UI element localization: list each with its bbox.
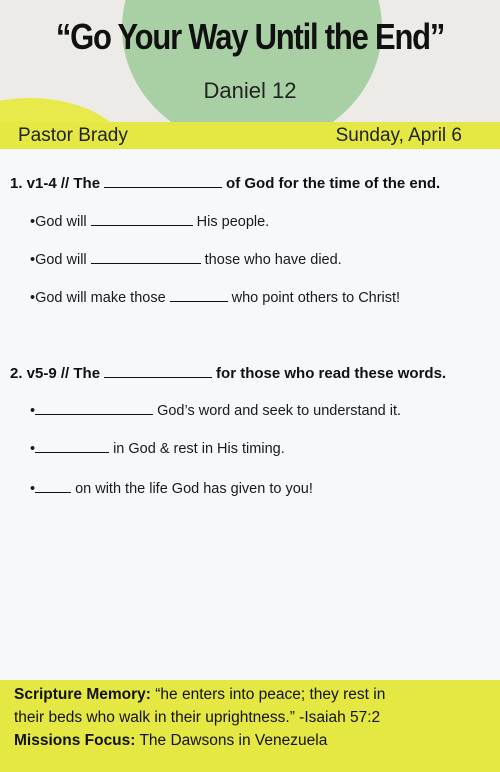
fill-blank xyxy=(35,402,153,415)
fill-blank xyxy=(91,251,201,264)
list-item xyxy=(30,213,269,230)
fill-blank xyxy=(104,365,212,378)
fill-blank xyxy=(170,289,228,302)
list-item xyxy=(30,402,401,419)
heading-text: for those who read these words. xyxy=(216,365,447,382)
item-text: •God will make those xyxy=(30,290,166,306)
section-2-heading xyxy=(10,365,446,382)
scripture-memory-label: Scripture Memory: xyxy=(14,686,151,703)
scripture-memory-text: “he enters into peace; they rest in xyxy=(155,686,386,703)
list-item xyxy=(30,480,313,497)
pastor-name: Pastor Brady xyxy=(18,125,128,146)
footer xyxy=(0,680,500,772)
item-text: His people. xyxy=(196,214,270,230)
missions-focus-text: The Dawsons in Venezuela xyxy=(139,732,328,749)
item-text: on with the life God has given to you! xyxy=(75,481,313,497)
scripture-memory-line xyxy=(14,686,385,704)
list-item xyxy=(30,289,400,306)
list-item xyxy=(30,440,285,457)
page-subtitle: Daniel 12 xyxy=(203,78,297,103)
sermon-date: Sunday, April 6 xyxy=(335,125,462,146)
item-text: •God will xyxy=(30,214,87,230)
item-text: • xyxy=(30,403,36,419)
item-text: in God & rest in His timing. xyxy=(113,441,285,457)
page-title: “Go Your Way Until the End” xyxy=(55,16,445,57)
item-text: God’s word and seek to understand it. xyxy=(157,403,402,419)
item-text: who point others to Christ! xyxy=(231,290,401,306)
fill-blank xyxy=(35,480,71,493)
heading-text: 2. v5-9 // The xyxy=(10,365,101,382)
scripture-memory-line-2: their beds who walk in their uprightness.” -Isaiah 57:2 xyxy=(14,709,381,726)
missions-focus-line xyxy=(14,732,327,750)
missions-focus-label: Missions Focus: xyxy=(14,732,136,749)
item-text: those who have died. xyxy=(204,252,342,268)
item-text: •God will xyxy=(30,252,87,268)
list-item xyxy=(30,251,342,268)
heading-text: of God for the time of the end. xyxy=(226,175,441,192)
item-text: • xyxy=(30,441,36,457)
section-1-heading xyxy=(10,175,440,192)
fill-blank xyxy=(35,440,109,453)
header xyxy=(0,0,500,122)
item-text: • xyxy=(30,481,36,497)
fill-blank xyxy=(104,175,222,188)
heading-text: 1. v1-4 // The xyxy=(10,175,101,192)
fill-blank xyxy=(91,213,193,226)
